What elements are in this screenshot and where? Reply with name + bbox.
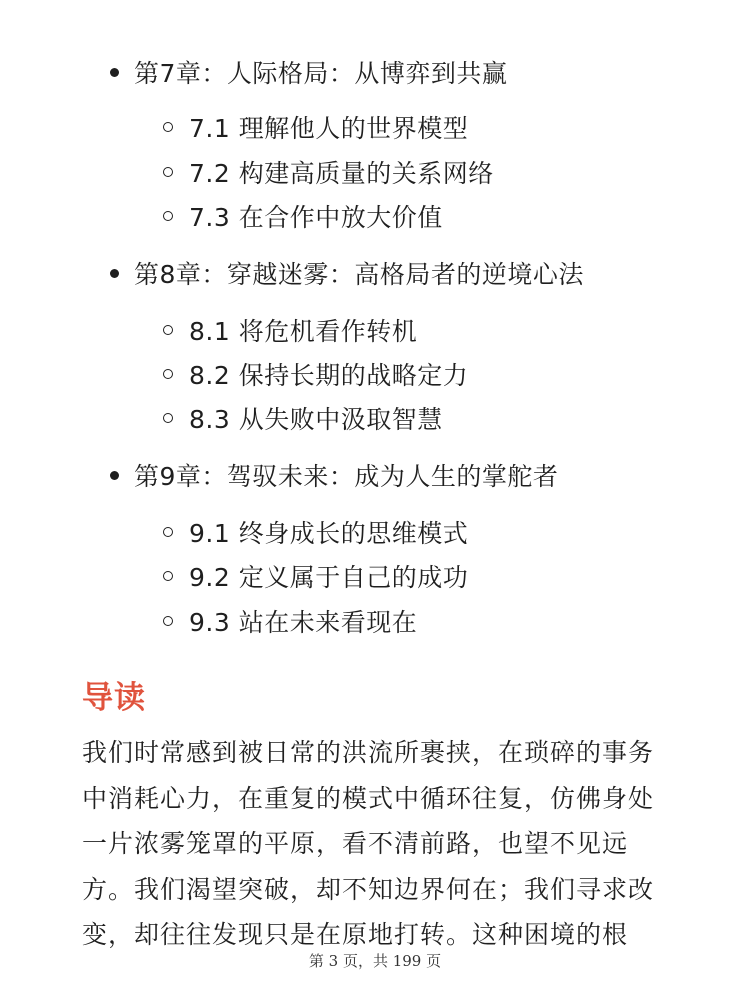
toc-chapter-7 (110, 52, 507, 92)
paragraph-line: 我们时常感到被日常的洪流所裹挟，在琐碎的事务 (82, 738, 655, 767)
intro-heading: 导读 (82, 680, 146, 716)
filled-bullet-icon (110, 68, 119, 77)
toc-chapter-8 (110, 253, 584, 293)
toc-section-7-3 (163, 196, 443, 236)
toc-chapter-9 (110, 455, 558, 495)
paragraph-line: 中消耗心力，在重复的模式中循环往复，仿佛身处 (82, 783, 655, 813)
paragraph-line: 方。我们渴望突破，却不知边界何在；我们寻求改 (82, 874, 655, 904)
hollow-bullet-icon (163, 616, 173, 626)
chapter-title: 第9章：驾驭未来：成为人生的掌舵者 (134, 462, 559, 491)
paragraph-line: 一片浓雾笼罩的平原，看不清前路，也望不见远 (82, 829, 629, 858)
filled-bullet-icon (110, 471, 119, 480)
hollow-bullet-icon (163, 527, 173, 537)
intro-paragraph (82, 730, 672, 958)
hollow-bullet-icon (163, 325, 173, 335)
section-title: 9.2 定义属于自己的成功 (189, 563, 469, 592)
section-title: 8.3 从失败中汲取智慧 (189, 405, 443, 434)
section-title: 9.1 终身成长的思维模式 (189, 519, 469, 548)
chapter-title: 第7章：人际格局：从博弈到共赢 (134, 59, 508, 88)
section-title: 7.1 理解他人的世界模型 (189, 114, 469, 143)
section-title: 9.3 站在未来看现在 (189, 608, 418, 637)
hollow-bullet-icon (163, 369, 173, 379)
hollow-bullet-icon (163, 571, 173, 581)
paragraph-line: 变，却往往发现只是在原地打转。这种困境的根 (82, 920, 629, 949)
toc-section-8-1 (163, 310, 417, 350)
toc-section-8-3 (163, 398, 443, 438)
toc-section-9-3 (163, 601, 417, 641)
section-title: 7.3 在合作中放大价值 (189, 203, 443, 232)
toc-section-7-1 (163, 107, 468, 147)
toc-section-9-1 (163, 512, 468, 552)
section-title: 8.1 将危机看作转机 (189, 317, 418, 346)
filled-bullet-icon (110, 269, 119, 278)
hollow-bullet-icon (163, 413, 173, 423)
hollow-bullet-icon (163, 122, 173, 132)
hollow-bullet-icon (163, 167, 173, 177)
toc-section-7-2 (163, 152, 494, 192)
section-title: 8.2 保持长期的战略定力 (189, 361, 469, 390)
toc-section-8-2 (163, 354, 468, 394)
hollow-bullet-icon (163, 211, 173, 221)
chapter-title: 第8章：穿越迷雾：高格局者的逆境心法 (134, 260, 584, 289)
page-number: 第 3 页，共 199 页 (308, 952, 442, 970)
section-title: 7.2 构建高质量的关系网络 (189, 159, 494, 188)
toc-section-9-2 (163, 556, 468, 596)
